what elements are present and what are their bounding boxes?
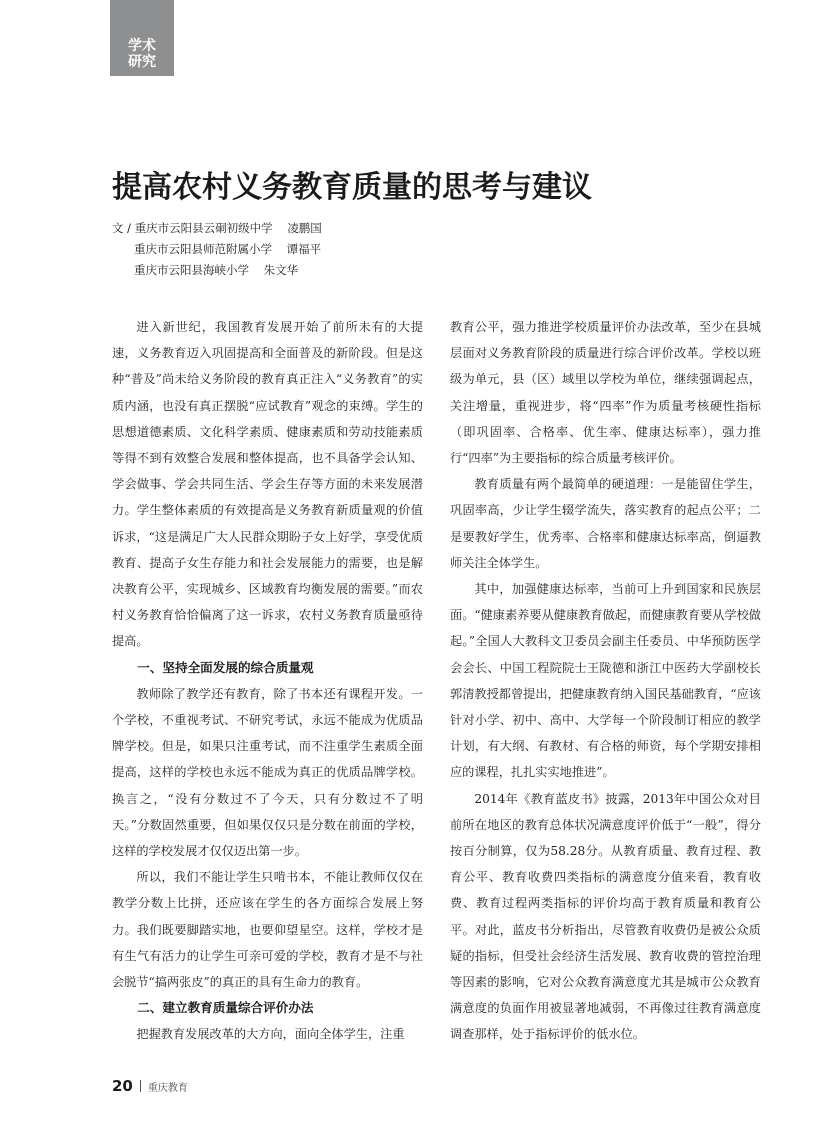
paragraph: 教育质量有两个最简单的硬道理：一是能留住学生，巩固率高，少让学生辍学流失，落实教育的起点公平；二是要教好学生，优秀率、合格率和健康达标率高，倒逼教师关注全体学生。: [450, 477, 761, 570]
section-tag-line1: 学术: [128, 38, 156, 54]
body-column-left: [112, 314, 423, 1048]
page-footer: [112, 1077, 188, 1095]
author-line: [112, 239, 322, 260]
paragraph: 所以，我们不能让学生只啃书本，不能让教师仅仅在教学分数上比拼，还应该在学生的各方面综合发展上努力。我们既要脚踏实地，也要仰望星空。这样，学校才是有生气有活力的让学生可亲可爱的学校，教育才是不与社会脱节“搞两张皮”的真正的具有生命力的教育。: [112, 870, 423, 990]
paragraph-continued: 教育公平，强力推进学校质量评价办法改革，至少在县城层面对义务教育阶段的质量进行综合评价改革。学校以班级为单元，县（区）域里以学校为单位，继续强调起点，关注增量，重视进步，将“四率”作为质量考核硬性指标（即巩固率、合格率、优生率、健康达标率），强力推行“四率”为主要指标的综合质量考核评价。: [450, 320, 761, 466]
page-number: 20: [112, 1077, 133, 1095]
section-heading: 一、坚持全面发展的综合质量观: [137, 659, 314, 675]
article-title: 提高农村义务教育质量的思考与建议: [112, 170, 592, 205]
paragraph: 进入新世纪，我国教育发展开始了前所未有的大提速，义务教育迈入巩固提高和全面普及的新阶段。但是这种“普及”尚未给义务阶段的教育真正注入“义务教育”的实质内涵，也没有真正摆脱“应试教育”观念的束缚。学生的思想道德素质、文化科学素质、健康素质和劳动技能素质等得不到有效整合发展和整体提高，也不具备学会认知、学会做事、学会共同生活、学会生存等方面的未来发展潜力。学生整体素质的有效提高是义务教育新质量观的价值诉求，“这是满足广大人民群众期盼子女上好学，享受优质教育、提高子女生存能力和社会发展能力的需要，也是解决教育公平，实现城乡、区域教育均衡发展的需要。”而农村义务教育恰恰偏离了这一诉求，农村义务教育质量亟待提高。: [112, 320, 423, 649]
paragraph: 其中，加强健康达标率，当前可上升到国家和民族层面。“健康素养要从健康教育做起，而健康教育要从学校做起。”全国人大教科文卫委员会副主任委员、中华预防医学会会长、中国工程院院士王陇德和浙江中医药大学副校长郭清教授都曾提出，把健康教育纳入国民基础教育，“应该针对小学、初中、高中、大学每一个阶段制订相应的教学计划，有大纲、有教材、有合格的师资，每个学期安排相应的课程，扎扎实实地推进”。: [450, 582, 761, 780]
author-name: 凌鹏国: [287, 221, 322, 235]
author-block: [112, 218, 322, 281]
section-tag: [110, 0, 174, 76]
author-school: 重庆市云阳县云硐初级中学: [134, 221, 273, 235]
footer-divider: [140, 1080, 141, 1092]
author-name: 朱文华: [263, 263, 299, 277]
section-heading: 二、建立教育质量综合评价办法: [137, 1000, 314, 1016]
author-school: 重庆市云阳县海峡小学: [134, 263, 249, 277]
author-prefix: 文 /: [112, 221, 135, 235]
author-name: 谭福平: [286, 242, 322, 256]
author-school: 重庆市云阳县师范附属小学: [134, 242, 272, 256]
paragraph: 教师除了教学还有教育，除了书本还有课程开发。一个学校，不重视考试、不研究考试，永远不能成为优质品牌学校。但是，如果只注重考试，而不注重学生素质全面提高，这样的学校也永远不能成为真正的优质品牌学校。换言之，“没有分数过不了今天，只有分数过不了明天。”分数固然重要，但如果仅仅只是分数在前面的学校，这样的学校发展才仅仅迈出第一步。: [112, 686, 423, 859]
paragraph: 把握教育发展改革的大方向，面向全体学生，注重: [136, 1027, 405, 1042]
paragraph: 2014年《教育蓝皮书》披露，2013年中国公众对目前所在地区的教育总体状况满意度评价低于“一般”，得分按百分制算，仅为58.28分。从教育质量、教育过程、教育公平、教育收费四类指标的满意度分值来看，教育收费、教育过程两类指标的评价均高于教育质量和教育公平。对此，蓝皮书分析指出，尽管教育收费仍是被公众质疑的指标，但受社会经济生活发展、教育收费的管控治理等因素的影响，它对公众教育满意度尤其是城市公众教育满意度的负面作用被显著地减弱，不再像过往教育满意度调查那样，处于指标评价的低水位。: [450, 791, 761, 1042]
author-line: [112, 218, 322, 239]
journal-name: 重庆教育: [147, 1082, 188, 1094]
body-column-right: [450, 314, 761, 1048]
section-tag-line2: 研究: [128, 54, 156, 70]
author-line: [112, 260, 322, 281]
